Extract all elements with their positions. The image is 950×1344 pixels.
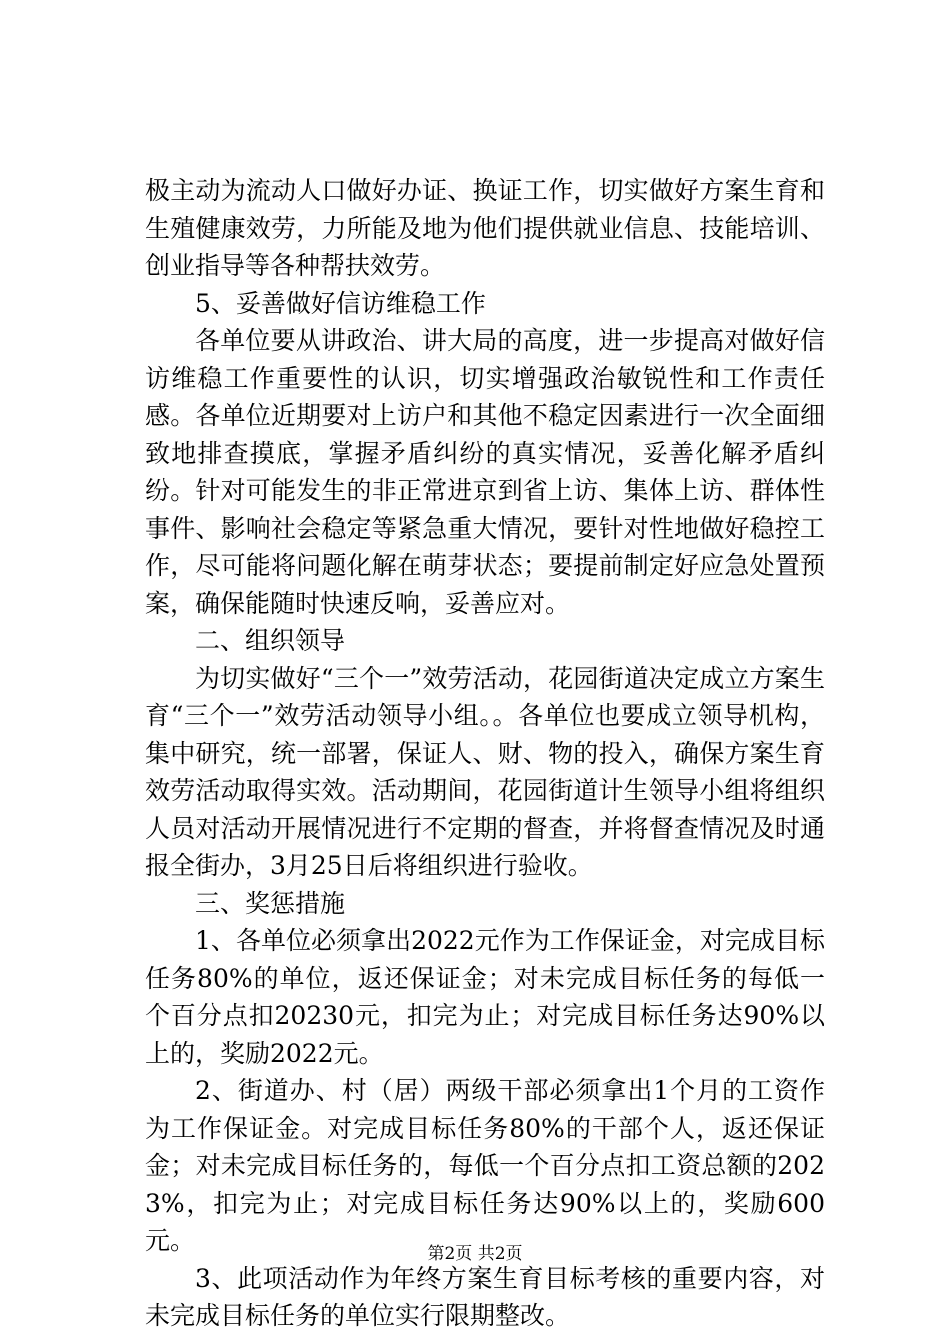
paragraph-continuation: 极主动为流动人口做好办证、换证工作，切实做好方案生育和生殖健康效劳，力所能及地为他们提供就业信息、技能培训、创业指导等各种帮扶效劳。: [145, 176, 825, 280]
document-body: [145, 172, 825, 1335]
paragraph-reward-2: 2、街道办、村（居）两级干部必须拿出1个月的工资作为工作保证金。对完成目标任务80%的干部个人，返还保证金；对未完成目标任务的，每低一个百分点扣工资总额的2023%，扣完为止；对完成目标任务达90%以上的，奖励600元。: [145, 1076, 825, 1255]
paragraph-reward-3: 3、此项活动作为年终方案生育目标考核的重要内容，对未完成目标任务的单位实行限期整改。: [145, 1263, 825, 1330]
section-heading-rewards: 三、奖惩措施: [195, 888, 346, 918]
section-heading-5: 5、妥善做好信访维稳工作: [195, 288, 486, 318]
section-heading-organization: 二、组织领导: [195, 626, 346, 655]
paragraph-petition: 各单位要从讲政治、讲大局的高度，进一步提高对做好信访维稳工作重要性的认识，切实增强政治敏锐性和工作责任感。各单位近期要对上访户和其他不稳定因素进行一次全面细致地排查摸底，掌握矛盾纠纷的真实情况，妥善化解矛盾纠纷。针对可能发生的非正常进京到省上访、集体上访、群体性事件、影响社会稳定等紧急重大情况，要针对性地做好稳控工作，尽可能将问题化解在萌芽状态；要提前制定好应急处置预案，确保能随时快速反响，妥善应对。: [145, 326, 825, 618]
page-footer: 第2页 共2页: [427, 1244, 523, 1264]
paragraph-organization: 为切实做好“三个一”效劳活动，花园街道决定成立方案生育“三个一”效劳活动领导小组。。各单位也要成立领导机构，集中研究，统一部署，保证人、财、物的投入，确保方案生育效劳活动取得实效。活动期间，花园街道计生领导小组将组织人员对活动开展情况进行不定期的督查，并将督查情况及时通报全街办，3月25日后将组织进行验收。: [145, 663, 825, 880]
paragraph-reward-1: 1、各单位必须拿出2022元作为工作保证金，对完成目标任务80%的单位，返还保证金；对未完成目标任务的每低一个百分点扣20230元，扣完为止；对完成目标任务达90%以上的，奖励2022元。: [145, 926, 825, 1068]
